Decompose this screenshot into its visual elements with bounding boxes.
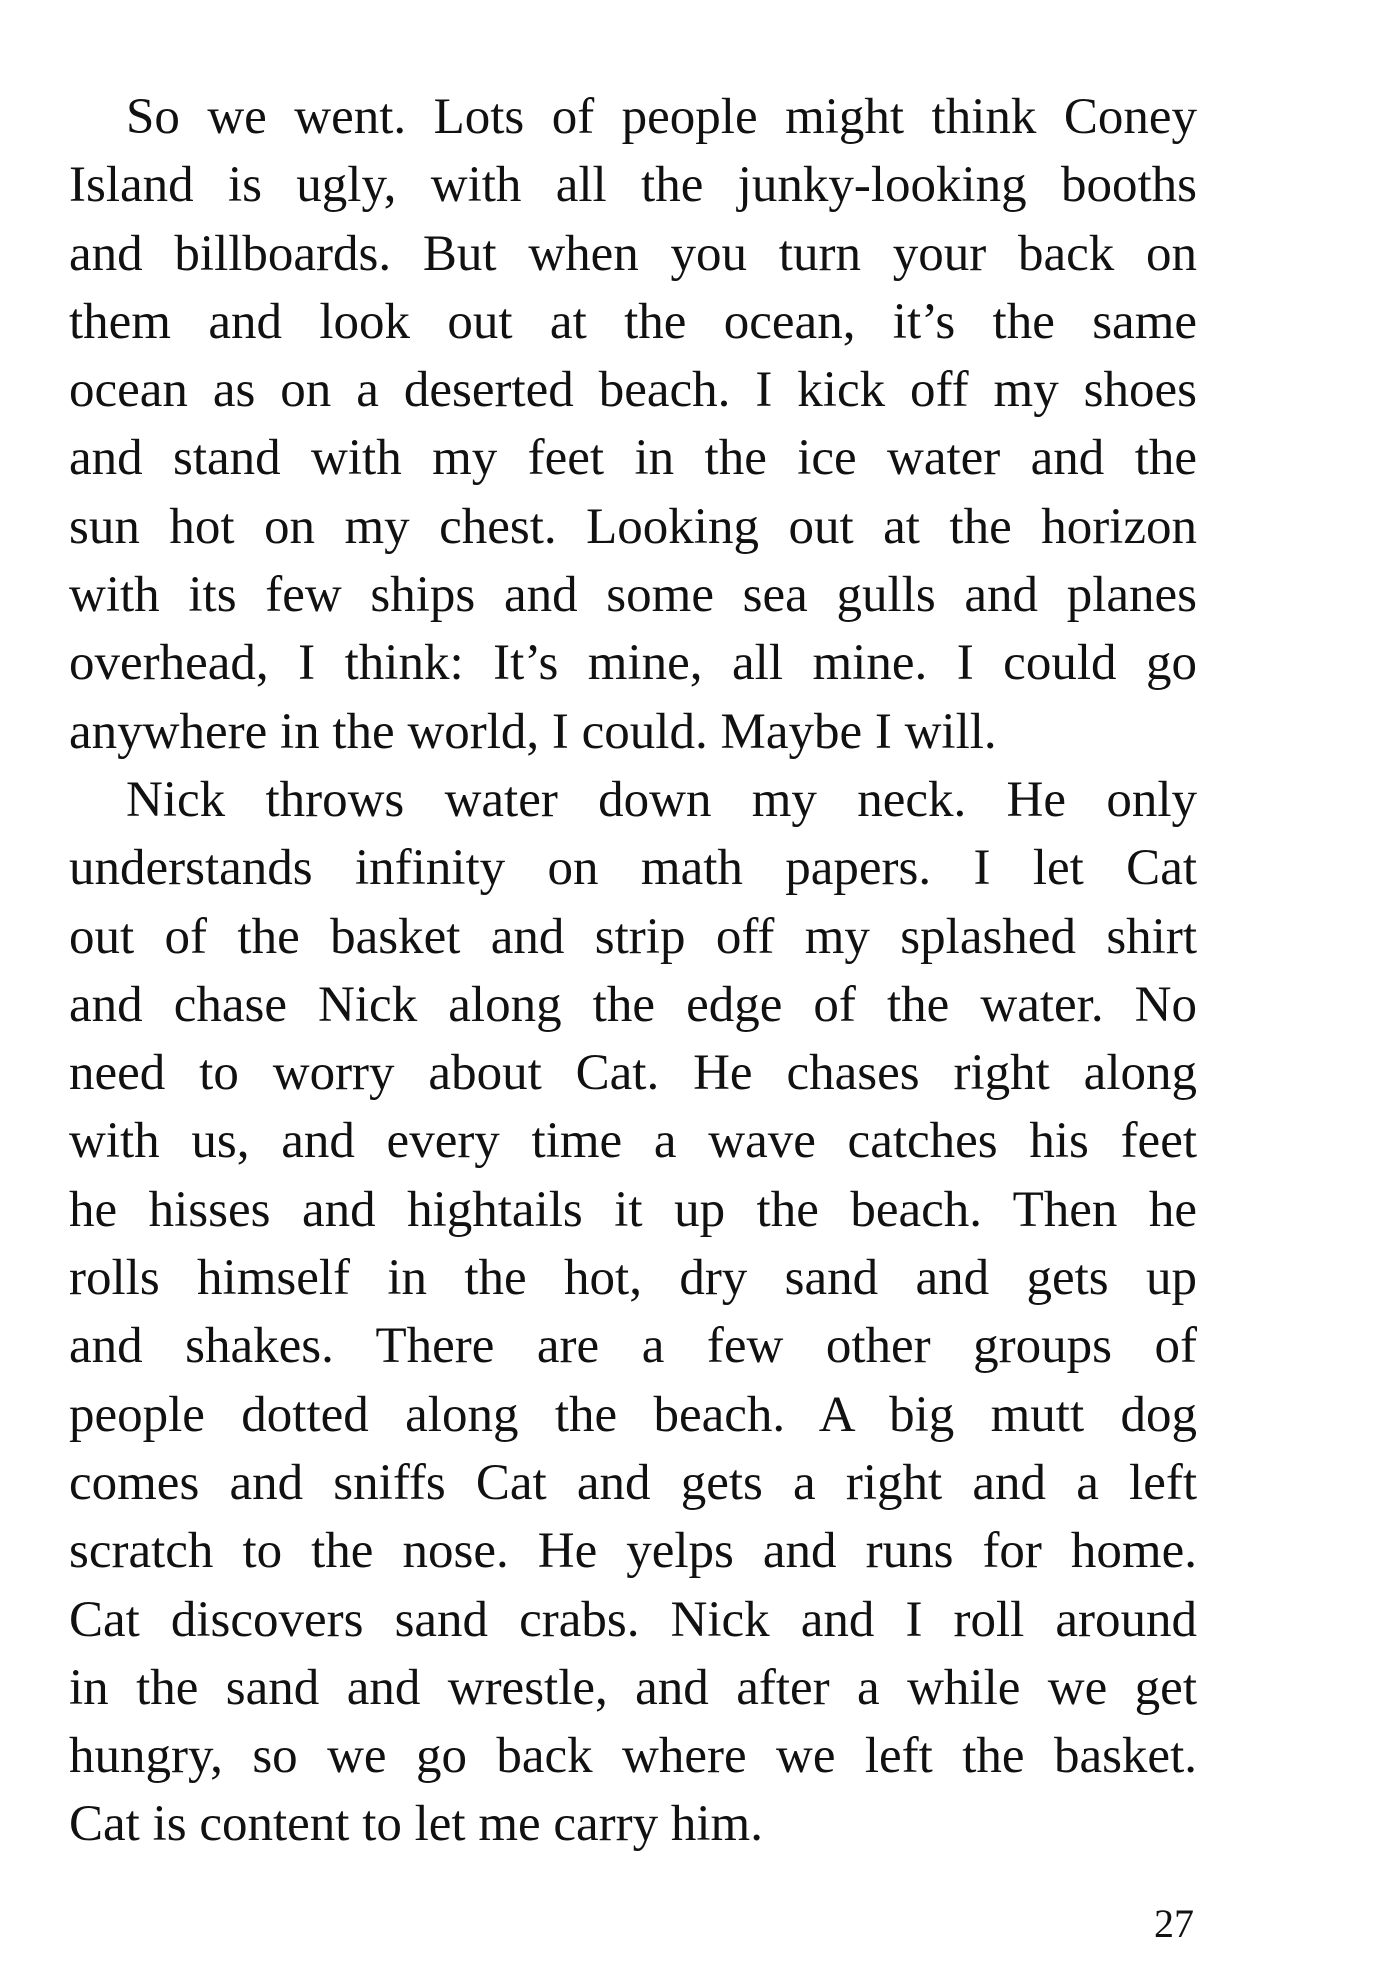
text-line: in the sand and wrestle, and after a while we get: [69, 1659, 1197, 1716]
text-line: comes and sniffs Cat and gets a right and a left: [69, 1454, 1197, 1511]
text-line: need to worry about Cat. He chases right along: [69, 1045, 1197, 1102]
text-line: sun hot on my chest. Looking out at the horizon: [69, 498, 1197, 555]
text-line: scratch to the nose. He yelps and runs for home.: [69, 1523, 1197, 1580]
text-line: with us, and every time a wave catches his feet: [69, 1113, 1197, 1170]
text-line: and shakes. There are a few other groups of: [69, 1318, 1197, 1375]
text-line: Nick throws water down my neck. He only: [126, 771, 1197, 828]
text-line: anywhere in the world, I could. Maybe I will.: [69, 703, 997, 760]
text-line: overhead, I think: It’s mine, all mine. I could go: [69, 635, 1197, 692]
text-line: So we went. Lots of people might think Coney: [126, 89, 1197, 145]
text-line: hungry, so we go back where we left the basket.: [69, 1728, 1197, 1785]
text-line: Cat is content to let me carry him.: [69, 1796, 763, 1853]
text-line: people dotted along the beach. A big mutt dog: [69, 1386, 1197, 1443]
text-line: ocean as on a deserted beach. I kick off my shoes: [69, 362, 1197, 419]
text-line: Cat discovers sand crabs. Nick and I roll around: [69, 1591, 1197, 1648]
text-line: and stand with my feet in the ice water and the: [69, 430, 1197, 487]
text-line: and chase Nick along the edge of the water. No: [69, 976, 1197, 1033]
text-line: out of the basket and strip off my splashed shirt: [69, 908, 1197, 965]
text-line: with its few ships and some sea gulls and planes: [69, 567, 1197, 624]
text-line: them and look out at the ocean, it’s the same: [69, 293, 1197, 350]
body-text: [69, 83, 1197, 1859]
text-line: Island is ugly, with all the junky-looking booths: [69, 157, 1197, 214]
text-line: he hisses and hightails it up the beach. Then he: [69, 1181, 1197, 1238]
text-line: rolls himself in the hot, dry sand and gets up: [69, 1250, 1197, 1307]
text-line: understands infinity on math papers. I let Cat: [69, 840, 1197, 897]
page-number: 27: [1154, 1901, 1194, 1946]
text-line: and billboards. But when you turn your back on: [69, 225, 1197, 282]
